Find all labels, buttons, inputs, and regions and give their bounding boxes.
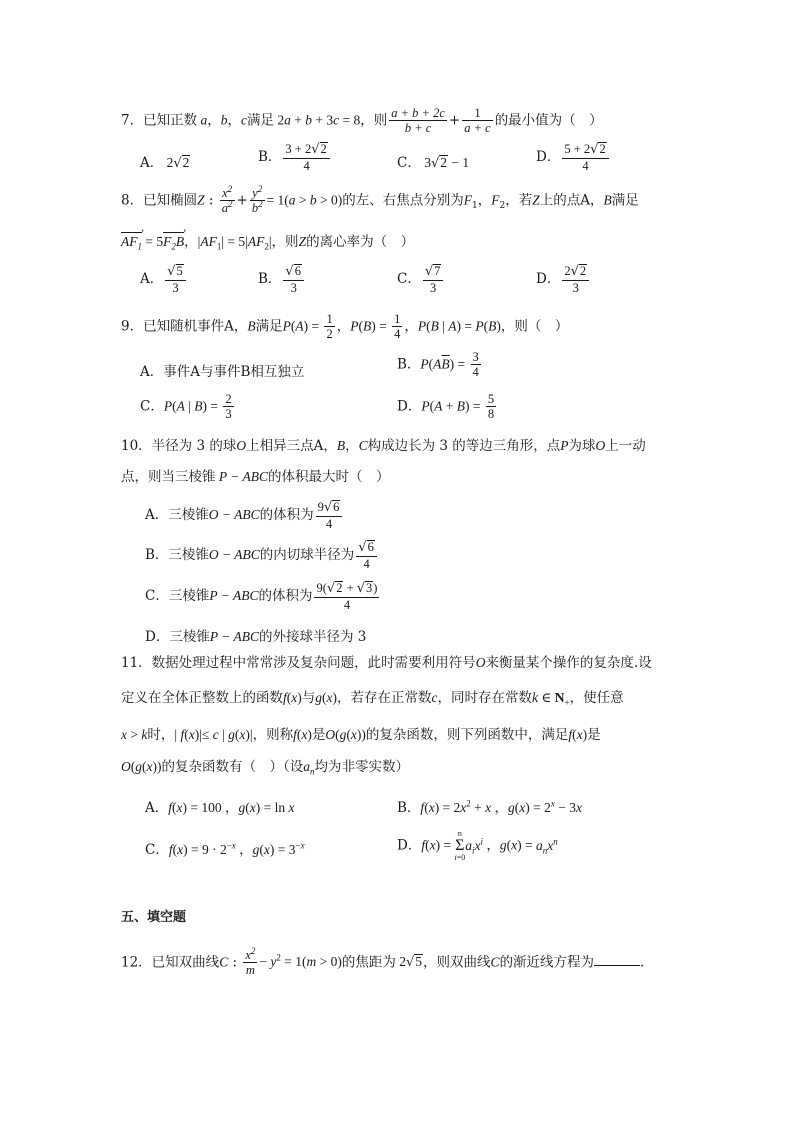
q9-option-a[interactable]: A．事件A与事件B相互独立 — [140, 364, 305, 380]
q7-option-c[interactable]: C． 3√2 − 1 — [397, 155, 470, 171]
q9-text: 9．已知随机事件 — [121, 318, 225, 335]
q8-stem-2: $AF_1$ › = $5F_2B$ ›，$|AF_1| = 5|AF_2|$，则Z的离心率为（ ） — [121, 234, 414, 250]
q8-option-b[interactable]: B． $\frac{√6}{3}$ — [258, 264, 306, 295]
q7-text-b: 满足 — [246, 112, 274, 129]
q8-text-e: 满足 — [611, 192, 639, 209]
q7-fraction-1: $\frac{a + b + 2c}{b + c}$ — [391, 106, 445, 136]
q8-stem: 8．已知椭圆Z : $\frac{x^2}{a^2}$ + $\frac{y^2}{b^2}$ = 1(a > b > 0)的左、右焦点分别为$F_1$，$F_2$，若Z上的点A，B满足 — [121, 183, 639, 216]
q10-text-f: 点，则当三棱锥 — [121, 469, 216, 485]
q7-option-d[interactable]: D． $\frac{5 + 2√2}{4}$ — [536, 142, 611, 173]
q12-stem: 12．已知双曲线C : $\frac{x^2}{m}$ − $y^2 = 1(m > 0)$的焦距为 2√5，则双曲线C的渐近线方程为 ． — [121, 945, 654, 978]
q10-text-b: 上相异三点 — [246, 438, 314, 454]
q7-option-a[interactable]: A． 2√2 — [140, 155, 190, 171]
q9-option-c[interactable]: C．P(A | B) = $\frac{2}{3}$ — [140, 392, 232, 422]
q9-text-b: 满足 — [255, 318, 283, 335]
q8-text-f: ，则 — [271, 234, 299, 250]
q11-line-1: 11．数据处理过程中常常涉及复杂问题，此时需要利用符号O来衡量某个操作的复杂度.设 — [121, 655, 652, 671]
answer-blank[interactable] — [594, 953, 640, 966]
q10-option-c[interactable]: C．三棱锥P − ABC的体积为 $\frac{9(√2 + √3)}{4}$ — [145, 581, 378, 612]
q9-option-b[interactable]: B．$P(A\overline{B})$ = $\frac{3}{4}$ — [397, 350, 479, 380]
q11-option-b[interactable]: B．$f(x) = 2x^2 + x$ ，$g(x) = 2^x - 3x$ — [397, 798, 583, 816]
q10-text-g: 的体积最大时（ ） — [268, 469, 390, 485]
q11-line-4: O(g(x))的复杂函数有（ ）（设$a_n$均为非零实数） — [121, 759, 409, 777]
section-title: 五、填空题 — [121, 910, 187, 925]
q7-text-c: ，则 — [360, 112, 388, 129]
q8-option-c[interactable]: C． $\frac{√7}{3}$ — [397, 264, 445, 295]
q10-text: 10．半径为 3 的球 — [121, 438, 237, 454]
q10-option-d[interactable]: D．三棱锥P − ABC的外接球半径为 3 — [145, 629, 367, 645]
q10-text-e: 上一动 — [605, 438, 646, 454]
q7-option-b[interactable]: B． $\frac{3 + 2√2}{4}$ — [258, 142, 332, 173]
q7-stem: 7．已知正数 a，b，c满足 2a + b + 3c = 8，则 $\frac{a + b + 2c}{b + c}$ + $\frac{1}{a + c}$ 的最小值为（ ） — [121, 106, 603, 136]
q11-option-a[interactable]: A．f(x) = 100 ，g(x) = ln x — [145, 800, 295, 816]
q7-text-d: 的最小值为（ ） — [494, 112, 603, 129]
q8-text: 8．已知椭圆 — [121, 192, 198, 209]
q11-line-2: 定义在全体正整数上的函数f(x)与g(x)，若存在正常数c，同时存在常数k ∈ $N_+$，使任意 — [121, 690, 624, 708]
q8-text-d: 上的点 — [539, 192, 581, 209]
q10-stem: 10．半径为 3 的球O上相异三点A，B，C构成边长为 3 的等边三角形，点P为球O上一动 — [121, 438, 646, 454]
q11-option-c[interactable]: C．$f(x) = 9 \cdot 2^{-x}$ ，$g(x) = 3^{-x}$ — [145, 840, 305, 858]
q8-text-g: 的离心率为（ ） — [306, 234, 415, 250]
q10-option-b[interactable]: B．三棱锥O − ABC的内切球半径为 $\frac{√6}{4}$ — [145, 540, 379, 571]
q11-option-d[interactable]: D．f(x) = n Σ $i=0a_ix^i$ ，$g(x) = a_nx^n$ — [397, 829, 558, 862]
q10-text-d: 为球 — [568, 438, 596, 454]
q8-text-b: 的左、右焦点分别为 — [342, 192, 464, 209]
q8-option-a[interactable]: A． $\frac{√5}{3}$ — [140, 264, 188, 295]
q7-fraction-2: $\frac{1}{a + c}$ — [464, 106, 491, 136]
q8-option-d[interactable]: D． $\frac{2√2}{3}$ — [536, 264, 591, 295]
q10-option-a[interactable]: A．三棱锥O − ABC的体积为 $\frac{9√6}{4}$ — [145, 500, 344, 531]
q10-text-c: 构成边长为 3 的等边三角形，点 — [367, 438, 561, 454]
q9-stem: 9．已知随机事件A，B满足P(A) = $\frac{1}{2}$ ，P(B) = $\frac{1}{4}$ ，P(B | A) = P(B)，则（ ） — [121, 312, 569, 342]
q9-text-c: ，则（ ） — [500, 318, 569, 335]
q7-text: 7．已知正数 — [121, 112, 198, 129]
q11-line-3: x > k时，| f(x)|≤ c | g(x)|，则称f(x)是O(g(x))的复杂函数，则下列函数中，满足f(x)是 — [121, 727, 601, 743]
q8-text-c: ，若 — [505, 192, 533, 209]
q10-stem-2: 点，则当三棱锥 P − ABC的体积最大时（ ） — [121, 469, 390, 485]
q9-option-d[interactable]: D．P(A + B) = $\frac{5}{8}$ — [397, 392, 495, 422]
